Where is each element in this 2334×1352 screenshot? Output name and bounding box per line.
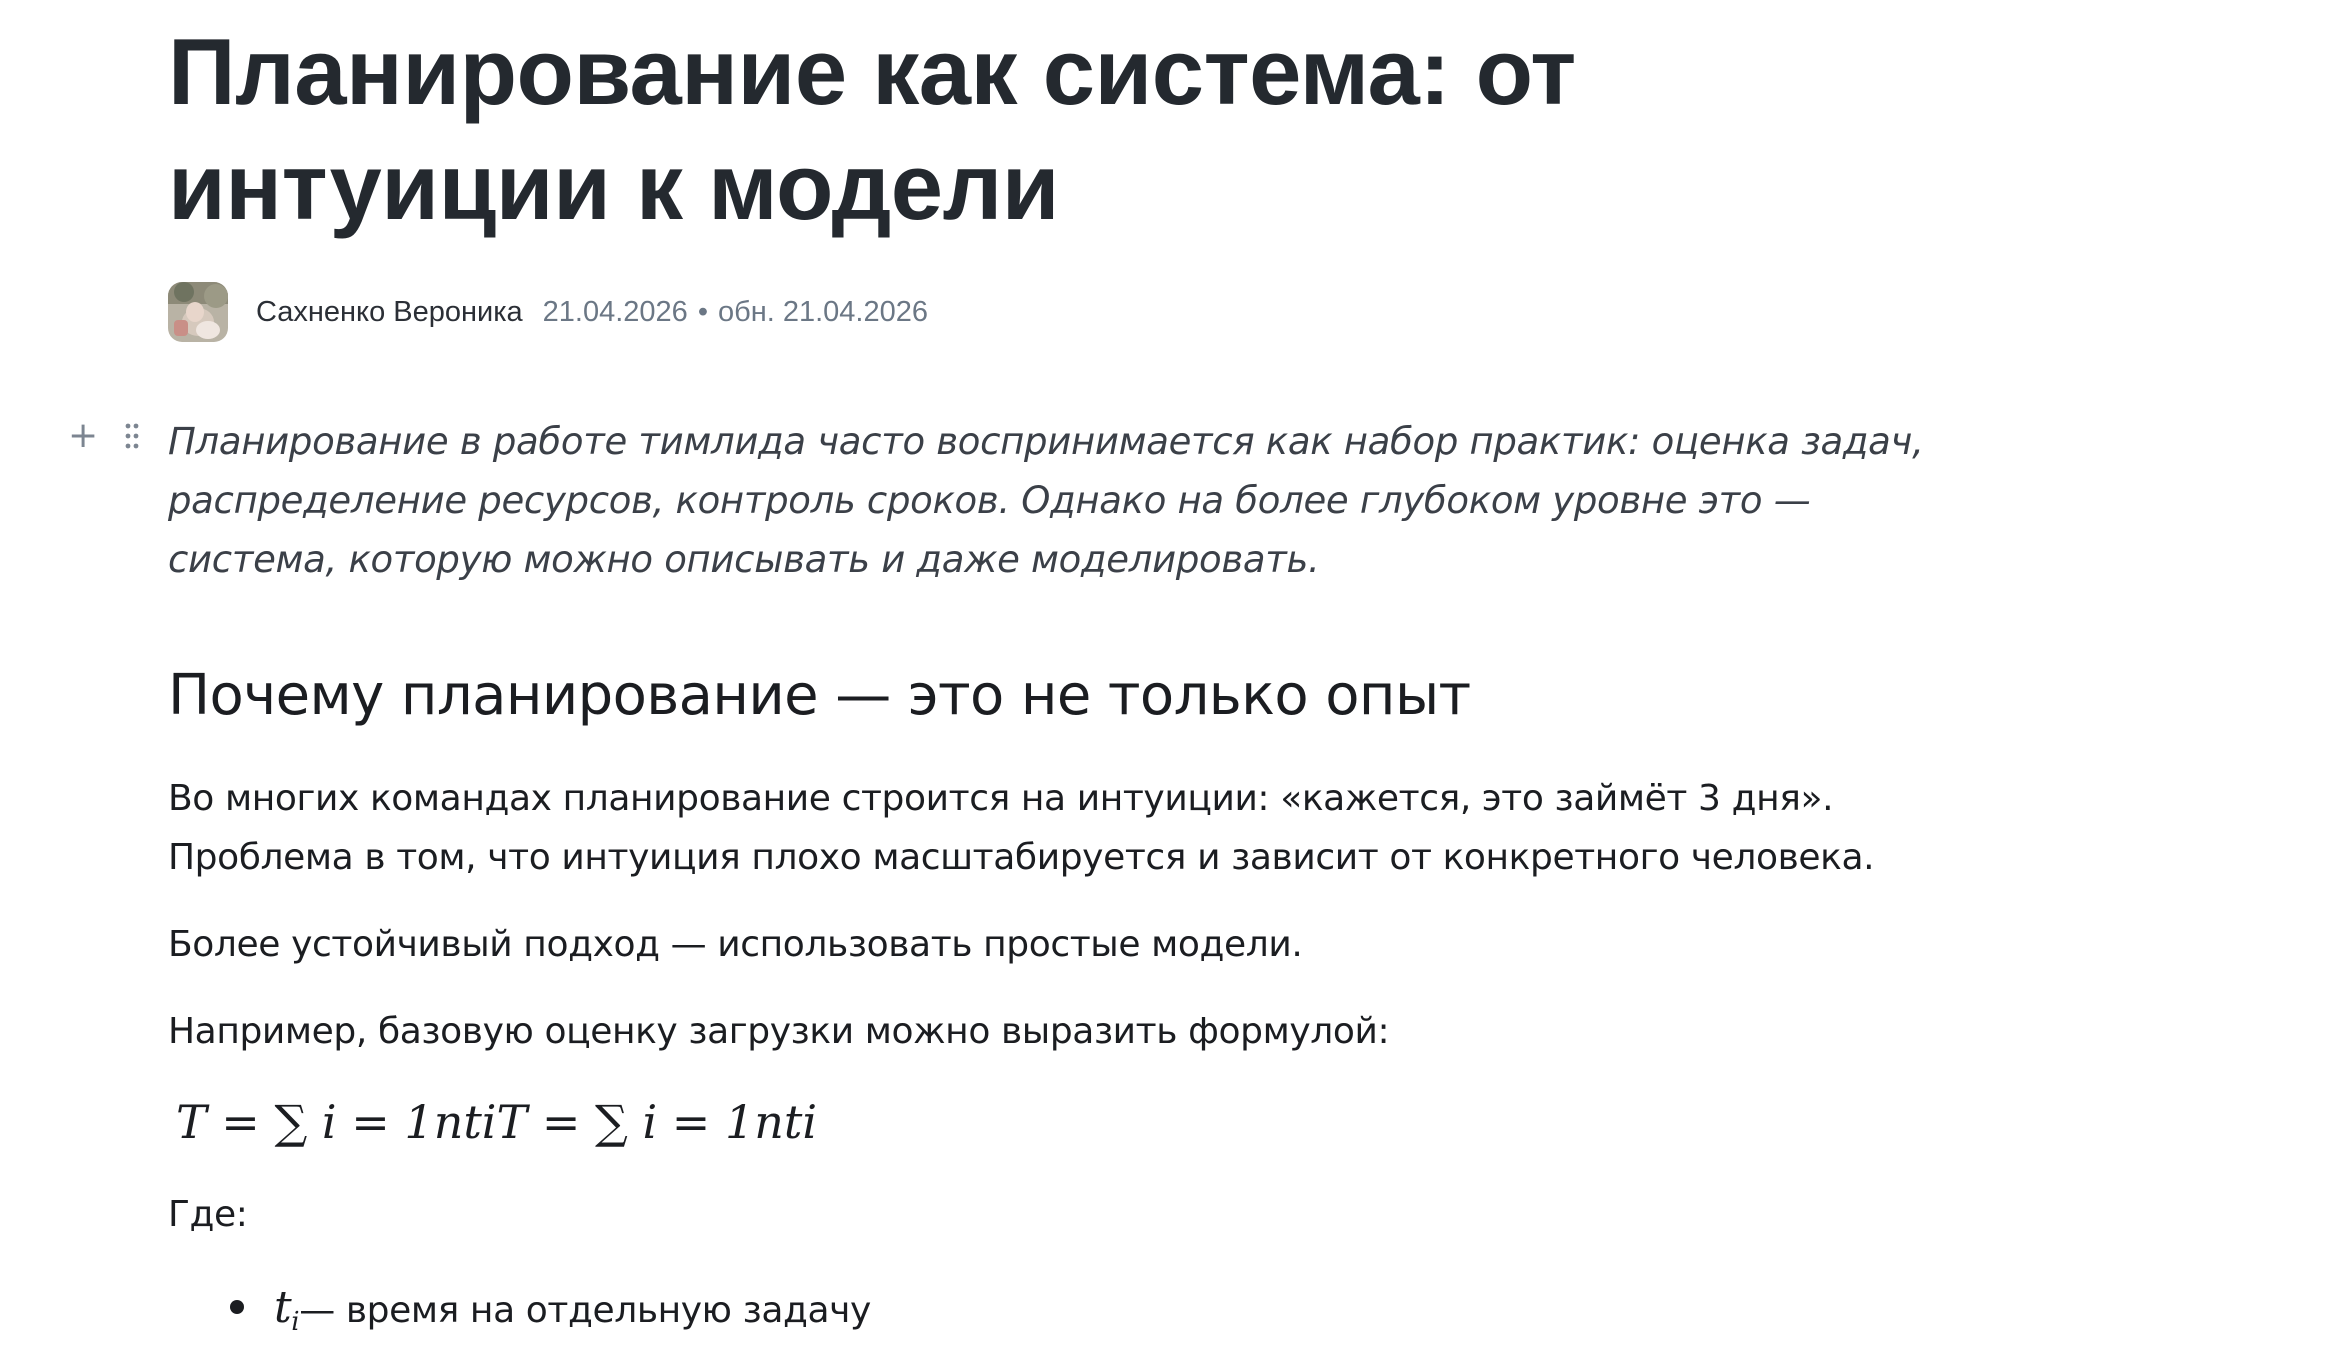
article-dates [543, 296, 928, 329]
math-variable-base: t [274, 1282, 292, 1333]
author-name[interactable]: Сахненко Вероника [256, 295, 523, 328]
body-paragraph: Во многих командах планирование строится на интуиции: «кажется, это займёт 3 дня». Проблема в том, что интуиция плохо масштабируется и зависит от конкретного человека. [168, 778, 1875, 878]
definition-list [168, 1278, 1928, 1352]
updated-date: обн. 21.04.2026 [717, 295, 928, 328]
article-title: Планирование как система: от интуиции к модели [168, 19, 1576, 239]
where-label: Где: [168, 1194, 248, 1235]
lead-paragraph: Планирование в работе тимлида часто воспринимается как набор практик: оценка задач, распределение ресурсов, контроль сроков. Однако на более глубоком уровне это — система, которую можно описывать и даже моделировать. [168, 420, 1924, 581]
published-date: 21.04.2026 [542, 295, 688, 328]
avatar-photo [168, 282, 228, 342]
drag-handle-icon[interactable] [124, 422, 140, 450]
plus-icon[interactable]: + [68, 415, 99, 456]
date-separator: • [697, 295, 708, 328]
bullet-icon [230, 1300, 244, 1314]
list-item [168, 1278, 1928, 1352]
body-paragraph: Например, базовую оценку загрузки можно выразить формулой: [168, 1011, 1390, 1052]
math-variable [274, 1278, 299, 1352]
article-meta [168, 282, 1928, 342]
block-tools [68, 415, 140, 456]
body-paragraph: Более устойчивый подход — использовать простые модели. [168, 924, 1303, 965]
section-heading: Почему планирование — это не только опыт [168, 663, 1471, 728]
formula: T = ∑ i = 1ntiT = ∑ i = 1nti [176, 1095, 818, 1149]
lead-block [68, 412, 1928, 589]
math-variable-subscript: i [291, 1307, 300, 1337]
list-item-text: — время на отдельную задачу [299, 1290, 871, 1331]
author-avatar[interactable] [168, 282, 228, 342]
article [68, 0, 1928, 1352]
